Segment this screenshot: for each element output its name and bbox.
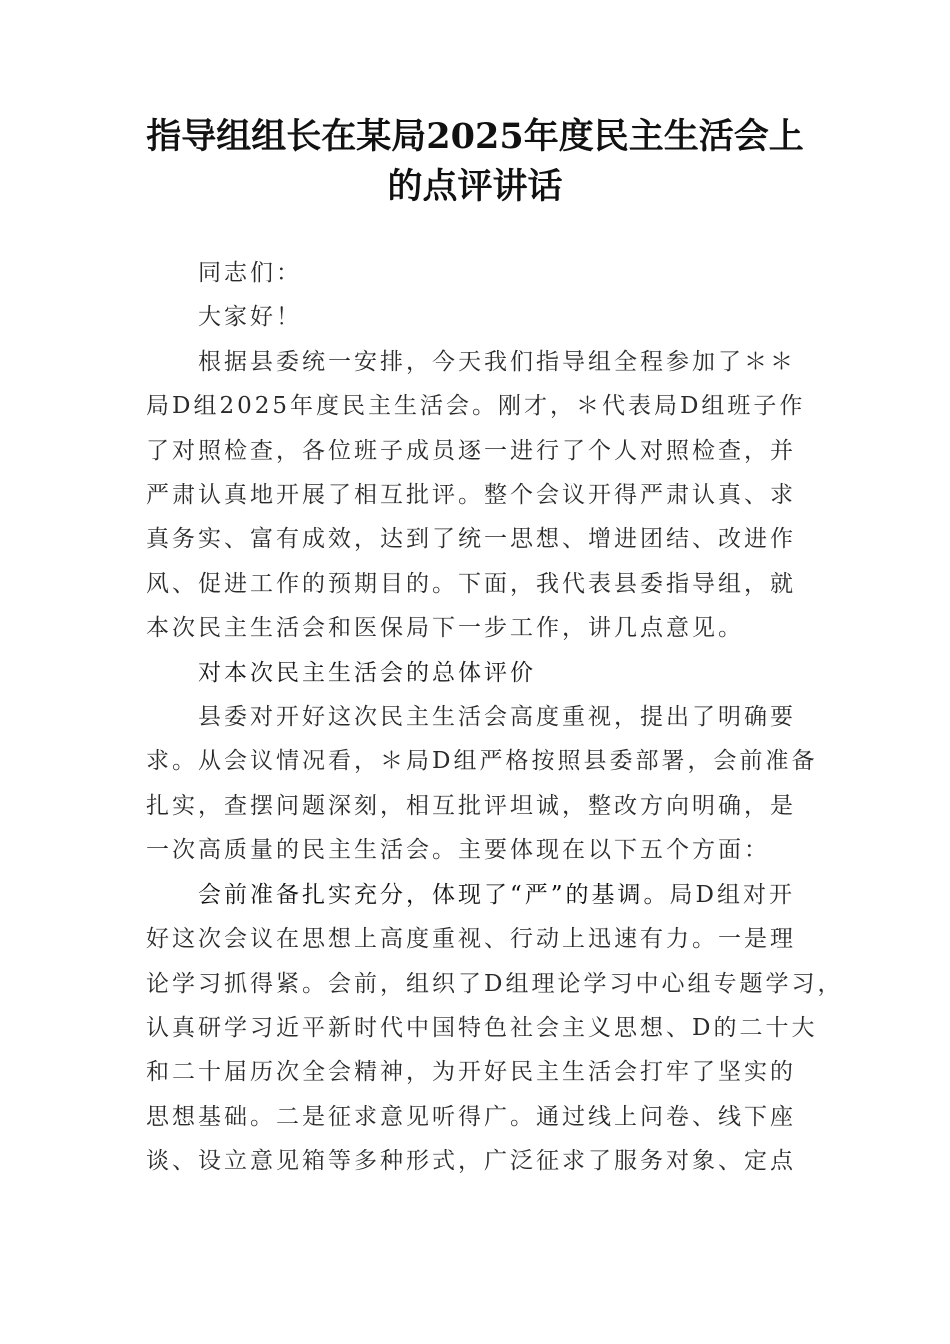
- paragraph-line: 好这次会议在思想上高度重视、行动上迅速有力。一是理: [146, 926, 796, 953]
- section-heading: 对本次民主生活会的总体评价: [198, 659, 536, 686]
- paragraph-line: 和二十届历次全会精神，为开好民主生活会打牢了坚实的: [146, 1059, 796, 1086]
- document-body: [146, 251, 844, 1184]
- paragraph-line: 论学习抓得紧。会前，组织了D组理论学习中心组专题学习，: [146, 970, 844, 997]
- paragraph-line: [146, 873, 808, 917]
- paragraph-line: 认真研学习近平新时代中国特色社会主义思想、D的二十大: [146, 1014, 818, 1041]
- paragraph-line: 一次高质量的民主生活会。主要体现在以下五个方面：: [146, 837, 770, 864]
- paragraph-lead-sentence: 会前准备扎实充分，体现了“严”的基调。: [198, 881, 670, 908]
- paragraph-line: 真务实、富有成效，达到了统一思想、增进团结、改进作: [146, 526, 796, 553]
- paragraph-intro: [146, 340, 808, 651]
- paragraph-line: 本次民主生活会和医保局下一步工作，讲几点意见。: [146, 615, 744, 642]
- paragraph-line: 谈、设立意见箱等多种形式，广泛征求了服务对象、定点: [146, 1148, 796, 1175]
- greeting: 大家好！: [198, 304, 302, 331]
- title-line-1: 指导组组长在某局2025年度民主生活会上: [146, 116, 804, 157]
- paragraph-line: 求。从会议情况看，＊局D组严格按照县委部署，会前准备: [146, 748, 818, 775]
- title-line-2: 的点评讲话: [387, 166, 563, 207]
- paragraph-line: 局D组2025年度民主生活会。刚才，＊代表局D组班子作: [146, 393, 806, 420]
- paragraph-line: 思想基础。二是征求意见听得广。通过线上问卷、线下座: [146, 1103, 796, 1130]
- paragraph-line: 严肃认真地开展了相互批评。整个会议开得严肃认真、求: [146, 482, 796, 509]
- salutation: 同志们：: [198, 260, 302, 286]
- paragraph-line: 风、促进工作的预期目的。下面，我代表县委指导组，就: [146, 570, 796, 597]
- paragraph-line: 扎实，查摆问题深刻，相互批评坦诚，整改方向明确，是: [146, 792, 796, 819]
- paragraph-line-rest: 局D组对开: [669, 881, 795, 908]
- paragraph-line: 了对照检查，各位班子成员逐一进行了个人对照检查，并: [146, 437, 796, 464]
- paragraph-evaluation: [146, 695, 818, 873]
- paragraph-preparation: [146, 873, 844, 1184]
- paragraph-line: 县委对开好这次民主生活会高度重视，提出了明确要: [198, 704, 796, 731]
- paragraph-line: 根据县委统一安排，今天我们指导组全程参加了＊＊: [198, 348, 796, 375]
- document-title: [120, 112, 830, 212]
